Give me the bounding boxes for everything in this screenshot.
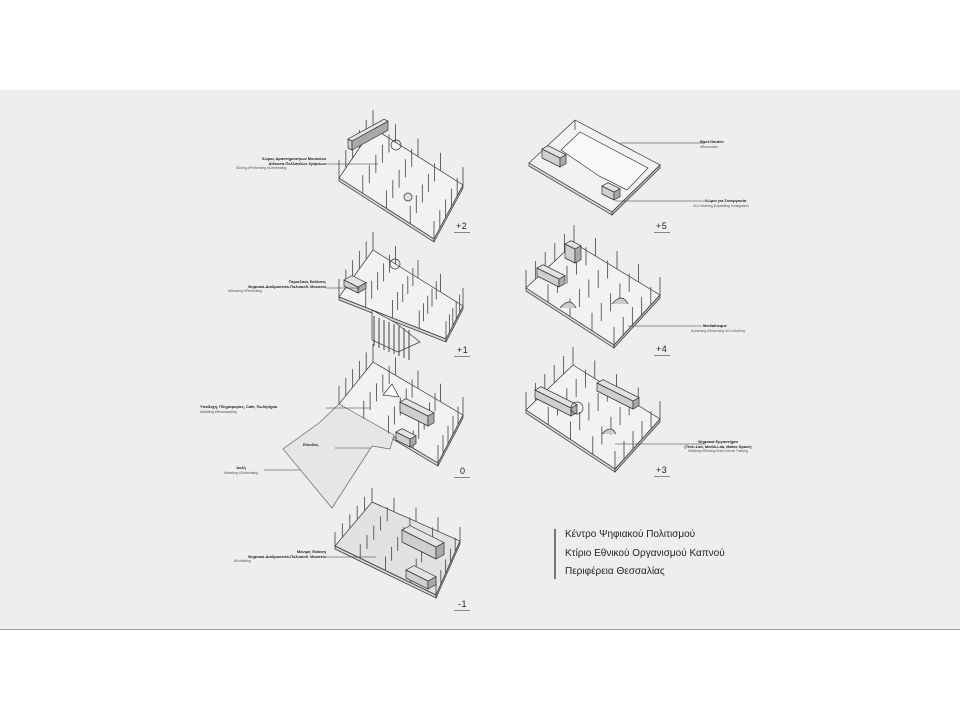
label-roof-garden-tags: #Recreation [700,144,719,149]
level-underline-plus1 [454,356,470,357]
label-coworking [693,198,749,208]
label-mediatheque [691,323,745,333]
plate-level-plus1 [339,250,463,339]
label-digital-labs-tags: #Making #Sharing #Non-formal Training [688,449,748,454]
level-number-plus1: +1 [457,345,469,355]
level-underline-plus3 [654,476,670,477]
plate-level-plus4 [526,243,660,345]
label-digital-labs [678,440,758,454]
level-underline-plus5 [654,232,670,233]
label-digital-labs-title-1: Ψηφιακά Εργαστήρια [698,439,738,444]
label-level-0 [200,405,277,414]
label-mediatheque-tags: #Learning #Searching #Co-Working [691,328,745,333]
label-level-0-tags: #Meeting #Broadcasting [200,409,237,414]
level-number-minus1: -1 [458,599,468,609]
level-underline-plus2 [454,232,470,233]
label-level-plus2-tags: #Doing #Performing #Celebrating [236,166,287,171]
level-number-plus4: +4 [656,344,668,354]
label-digital-labs-title-2: (Tech-Lab, Media-Lab, Maker-Space) [684,443,752,449]
label-coworking-tags: #Co-Working #Upskilling #Integration [693,203,749,208]
label-level-0-title: Υποδοχή, Πληροφορίες, Cafe, Πωλητήριο [200,404,278,409]
label-level-plus1-tags: #Showing #Presenting [228,289,262,294]
label-mediatheque-title: Mediatheque [703,323,727,328]
title-accent-bar [554,529,556,579]
label-level-minus1-tags: #Exhibiting [234,559,251,564]
label-level-plus1-title-2: Ψηφιακό-Διαδραστικό-Πολυαισθ. Μουσείο [248,283,326,289]
curved-wall-plus2 [404,193,412,201]
project-title-line-3: Περιφέρεια Θεσσαλίας [565,566,665,577]
label-courtyard [216,466,266,475]
level-number-plus5: +5 [656,221,668,231]
label-level-minus1-title-1: Μόνιμη Έκθεση [296,549,326,554]
label-courtyard-title: Αυλή [236,465,246,470]
label-coworking-title: Χώροι για Συνεργασία [705,198,747,203]
label-courtyard-tags: #Meeting #Celebrating [223,470,259,475]
project-title-line-2: Κτίριο Εθνικού Οργανισμού Καπνού [565,548,725,559]
label-entrance [303,443,318,448]
level-number-plus3: +3 [656,465,668,475]
project-title-line-1: Κέντρο Ψηφιακού Πολιτισμού [565,529,696,540]
label-level-plus1 [176,280,326,294]
label-level-plus2-title-1: Χώρος Δραστηριοτήτων Μουσείου [261,156,326,161]
label-level-plus2-title-2: Αίθουσα Πολλαπλών Χρήσεων [268,160,326,166]
label-level-minus1-title-2: Ψηφιακό-Διαδραστικό-Πολυαισθ. Μουσείο [248,553,326,559]
level-number-0: 0 [460,466,466,476]
level-underline-plus4 [654,355,670,356]
label-roof-garden [700,140,724,149]
level-underline-0 [454,477,470,478]
label-entrance-title: Είσοδος [303,442,319,447]
level-underline-minus1 [454,610,470,611]
label-level-plus1-title-1: Περιοδικές Εκθέσεις [288,279,326,284]
label-level-minus1 [176,550,326,564]
level-number-plus2: +2 [456,221,468,231]
label-level-plus2 [176,157,326,171]
label-roof-garden-title: Roof-Garden [700,139,724,144]
